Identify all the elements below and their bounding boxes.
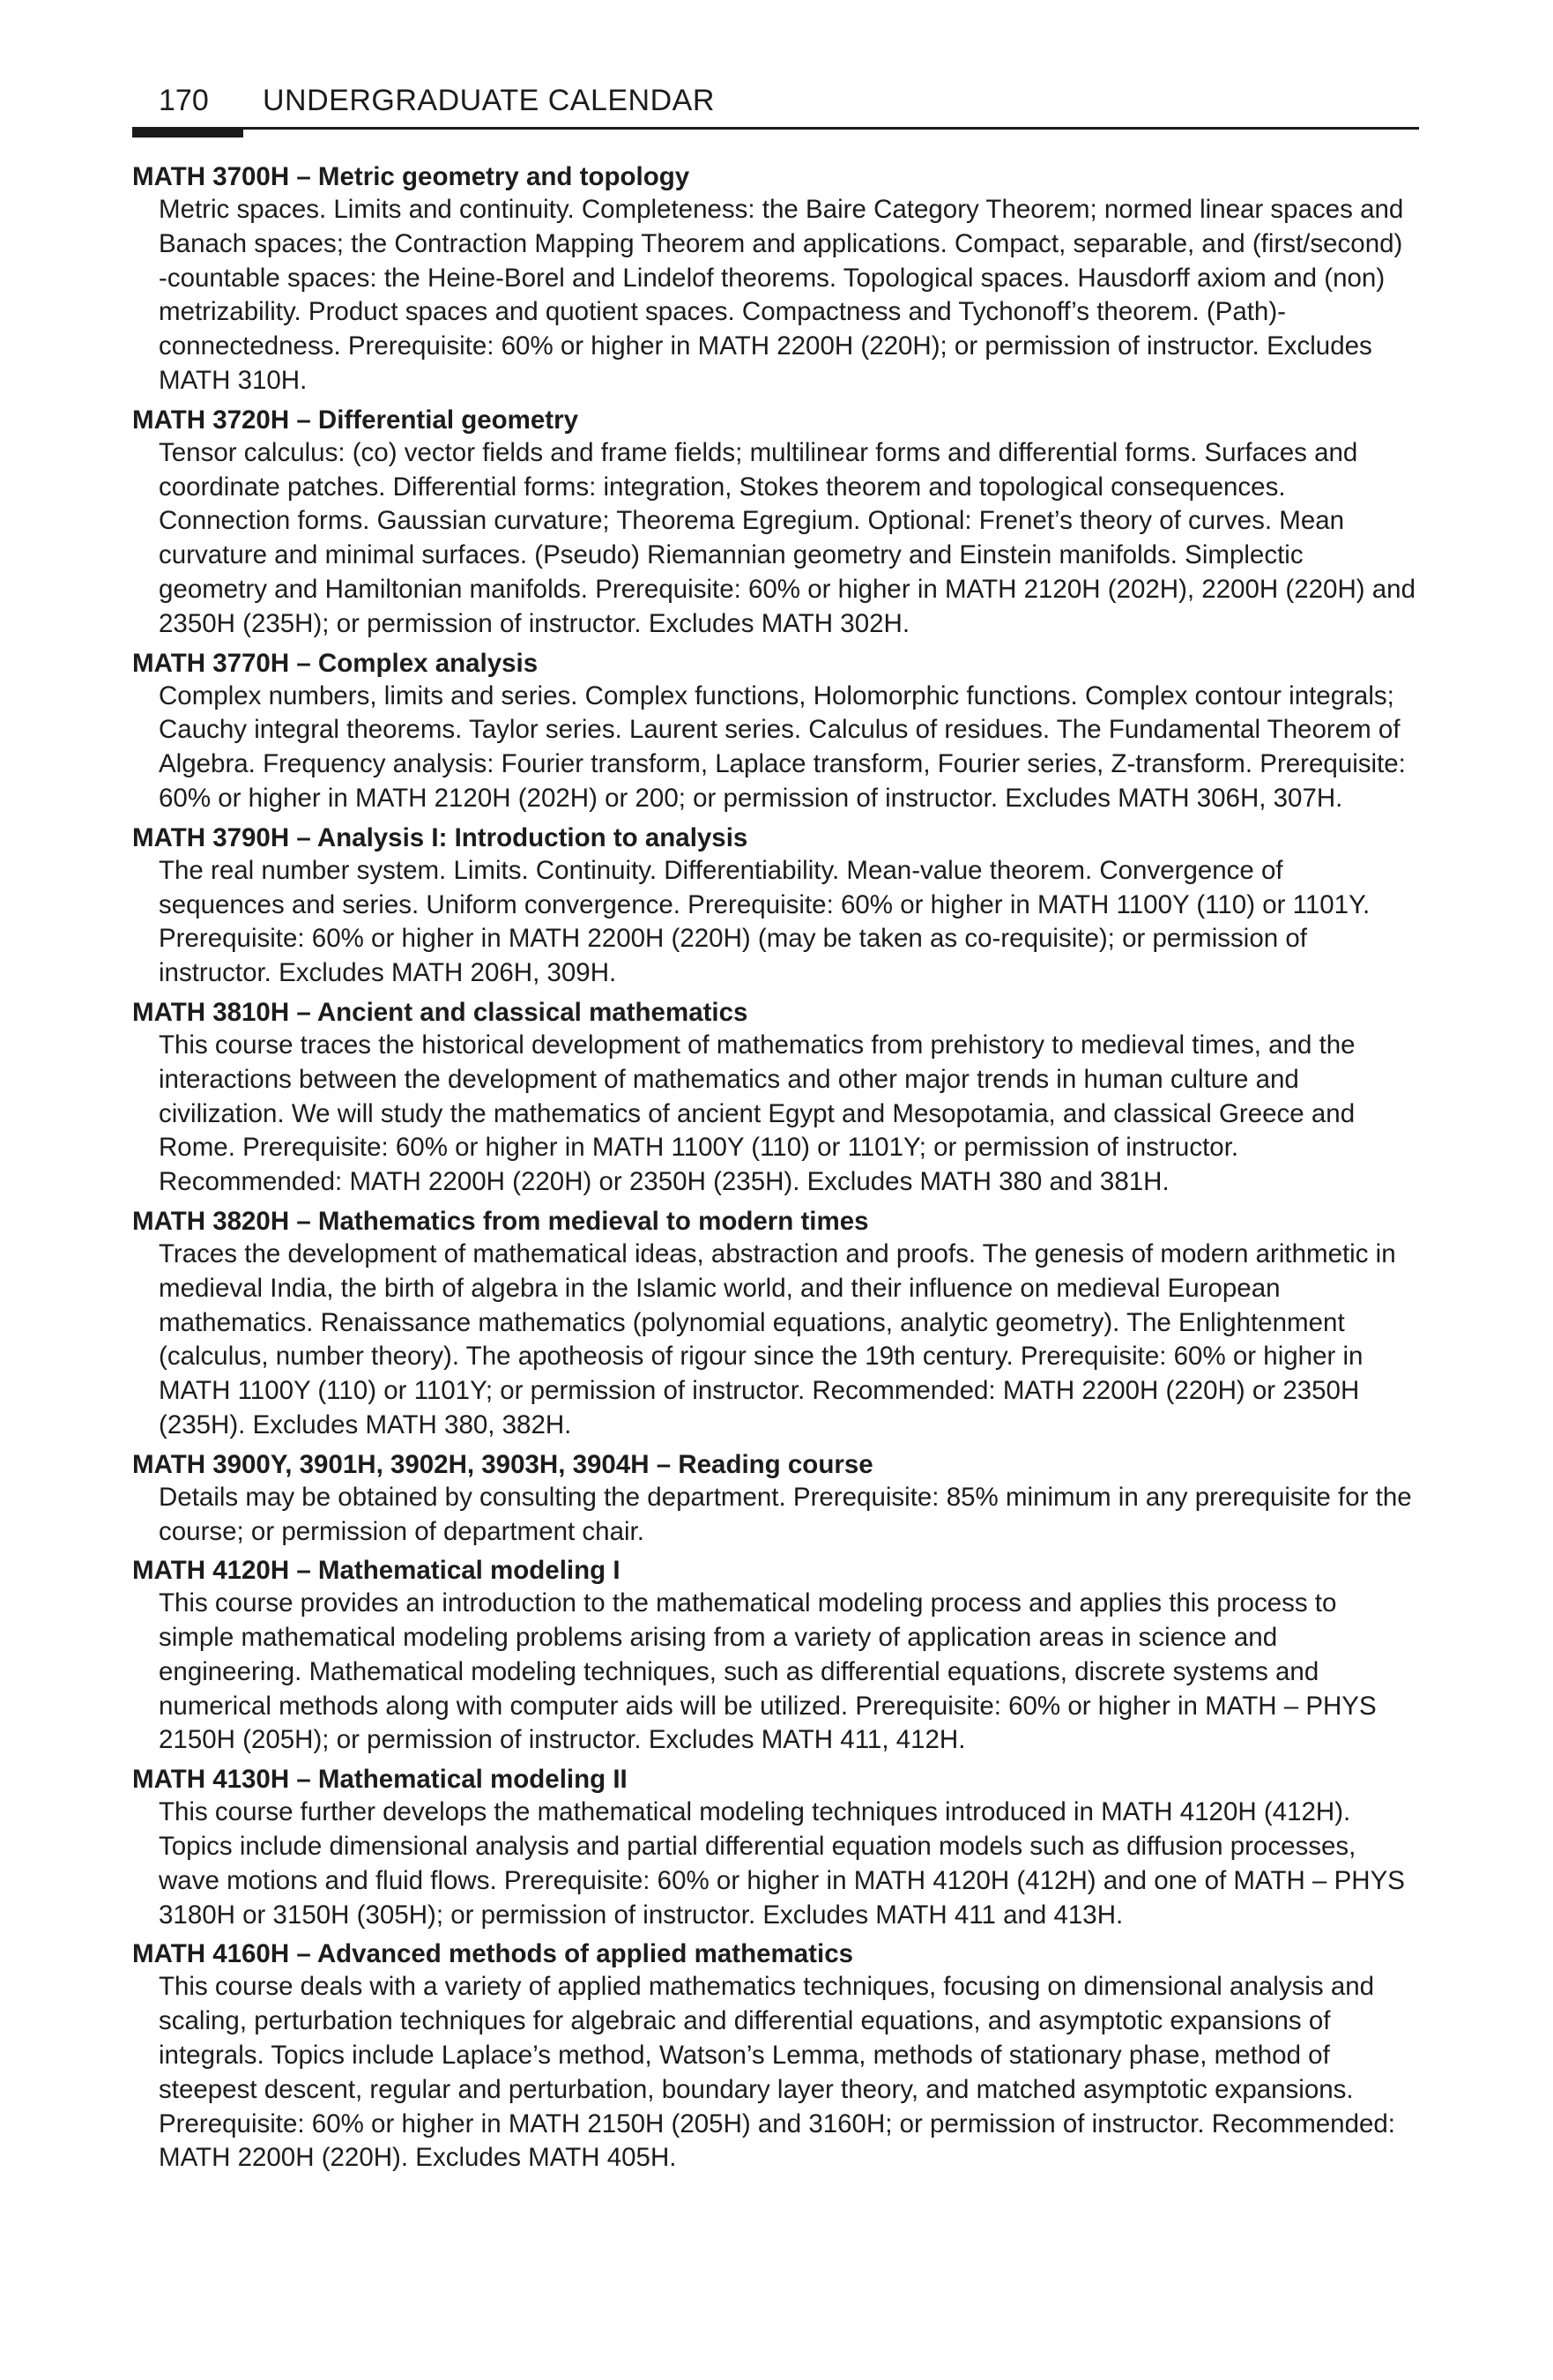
course-entry — [132, 1937, 1419, 2175]
course-description: Tensor calculus: (co) vector fields and frame fields; multilinear forms and differential forms. Surfaces and coordinate patches. Differential forms: integration, Stokes theorem and topological consequences. Connection forms. Gaussian curvature; Theorema Egregium. Optional: Frenet’s theory of curves. Mean curvature and minimal surfaces. (Pseudo) Riemannian geometry and Einstein manifolds. Simplectic geometry and Hamiltonian manifolds. Prerequisite: 60% or higher in MATH 2120H (202H), 2200H (220H) and 2350H (235H); or permission of instructor. Excludes MATH 302H. — [159, 437, 1416, 638]
course-title: MATH 3900Y, 3901H, 3902H, 3903H, 3904H – Reading course — [132, 1449, 873, 1479]
course-description: Metric spaces. Limits and continuity. Completeness: the Baire Category Theorem; normed linear spaces and Banach spaces; the Contraction Mapping Theorem and applications. Compact, separable, and (first/second) -countable spaces: the Heine-Borel and Lindelof theorems. Topological spaces. Hausdorff axiom and (non) metrizability. Product spaces and quotient spaces. Compactness and Tychonoff’s theorem. (Path)-connectedness. Prerequisite: 60% or higher in MATH 2200H (220H); or permission of instructor. Excludes MATH 310H. — [159, 195, 1404, 395]
course-listing — [132, 160, 1419, 2181]
course-description: Details may be obtained by consulting the department. Prerequisite: 85% minimum in any prerequisite for the course; or permission of department chair. — [159, 1482, 1412, 1546]
course-entry — [132, 1448, 1419, 1550]
course-entry — [132, 1763, 1419, 1932]
running-title: UNDERGRADUATE CALENDAR — [263, 84, 715, 117]
page-number: 170 — [159, 84, 209, 117]
course-title: MATH 4160H – Advanced methods of applied mathematics — [132, 1939, 854, 1969]
course-description: This course further develops the mathematical modeling techniques introduced in MATH 4120H (412H). Topics include dimensional analysis and partial differential equation models such as diffusion processes, wave motions and fluid flows. Prerequisite: 60% or higher in MATH 4120H (412H) and one of MATH – PHYS 3180H or 3150H (305H); or permission of instructor. Excludes MATH 411 and 413H. — [159, 1797, 1405, 1930]
course-title: MATH 3770H – Complex analysis — [132, 648, 539, 678]
course-entry — [132, 1554, 1419, 1758]
course-title: MATH 3790H – Analysis I: Introduction to analysis — [132, 822, 748, 852]
course-entry — [132, 822, 1419, 991]
course-entry — [132, 404, 1419, 642]
course-description: The real number system. Limits. Continuity. Differentiability. Mean-value theorem. Convergence of sequences and series. Uniform convergence. Prerequisite: 60% or higher in MATH 1100Y (110) or 1101Y. Prerequisite: 60% or higher in MATH 2200H (220H) (may be taken as co-requisite); or permission of instructor. Excludes MATH 206H, 309H. — [159, 855, 1371, 988]
course-title: MATH 4130H – Mathematical modeling II — [132, 1765, 628, 1795]
course-description: Traces the development of mathematical ideas, abstraction and proofs. The genesis of modern arithmetic in medieval India, the birth of algebra in the Islamic world, and their influence on medieval European mathematics. Renaissance mathematics (polynomial equations, analytic geometry). The Enlightenment (calculus, number theory). The apotheosis of rigour since the 19th century. Prerequisite: 60% or higher in MATH 1100Y (110) or 1101Y; or permission of instructor. Recommended: MATH 2200H (220H) or 2350H (235H). Excludes MATH 380, 382H. — [159, 1238, 1396, 1439]
course-description: Complex numbers, limits and series. Complex functions, Holomorphic functions. Complex contour integrals; Cauchy integral theorems. Taylor series. Laurent series. Calculus of residues. The Fundamental Theorem of Algebra. Frequency analysis: Fourier transform, Laplace transform, Fourier series, Z-transform. Prerequisite: 60% or higher in MATH 2120H (202H) or 200; or permission of instructor. Excludes MATH 306H, 307H. — [159, 681, 1406, 813]
course-title: MATH 3810H – Ancient and classical mathematics — [132, 997, 748, 1027]
page-header — [132, 78, 1419, 130]
course-entry — [132, 160, 1419, 398]
course-title: MATH 3720H – Differential geometry — [132, 405, 579, 435]
course-title: MATH 3820H – Mathematics from medieval to modern times — [132, 1206, 869, 1236]
course-entry — [132, 1205, 1419, 1443]
course-entry — [132, 996, 1419, 1200]
course-description: This course traces the historical development of mathematics from prehistory to medieval times, and the interactions between the development of mathematics and other major trends in human culture and civilization. We will study the mathematics of ancient Egypt and Mesopotamia, and classical Greece and Rome. Prerequisite: 60% or higher in MATH 1100Y (110) or 1101Y; or permission of instructor. Recommended: MATH 2200H (220H) or 2350H (235H). Excludes MATH 380 and 381H. — [159, 1030, 1356, 1197]
header-rule — [132, 127, 1419, 130]
course-title: MATH 3700H – Metric geometry and topology — [132, 162, 690, 191]
course-entry — [132, 647, 1419, 816]
course-description: This course deals with a variety of applied mathematics techniques, focusing on dimensional analysis and scaling, perturbation techniques for algebraic and differential equations, and asymptotic expansions of integrals. Topics include Laplace’s method, Watson’s Lemma, methods of stationary phase, method of steepest descent, regular and perturbation, boundary layer theory, and matched asymptotic expansions. Prerequisite: 60% or higher in MATH 2150H (205H) and 3160H; or permission of instructor. Recommended: MATH 2200H (220H). Excludes MATH 405H. — [159, 1972, 1396, 2173]
course-description: This course provides an introduction to the mathematical modeling process and applies this process to simple mathematical modeling problems arising from a variety of application areas in science and engineering. Mathematical modeling techniques, such as differential equations, discrete systems and numerical methods along with computer aids will be utilized. Prerequisite: 60% or higher in MATH – PHYS 2150H (205H); or permission of instructor. Excludes MATH 411, 412H. — [159, 1588, 1377, 1755]
course-title: MATH 4120H – Mathematical modeling I — [132, 1556, 620, 1586]
